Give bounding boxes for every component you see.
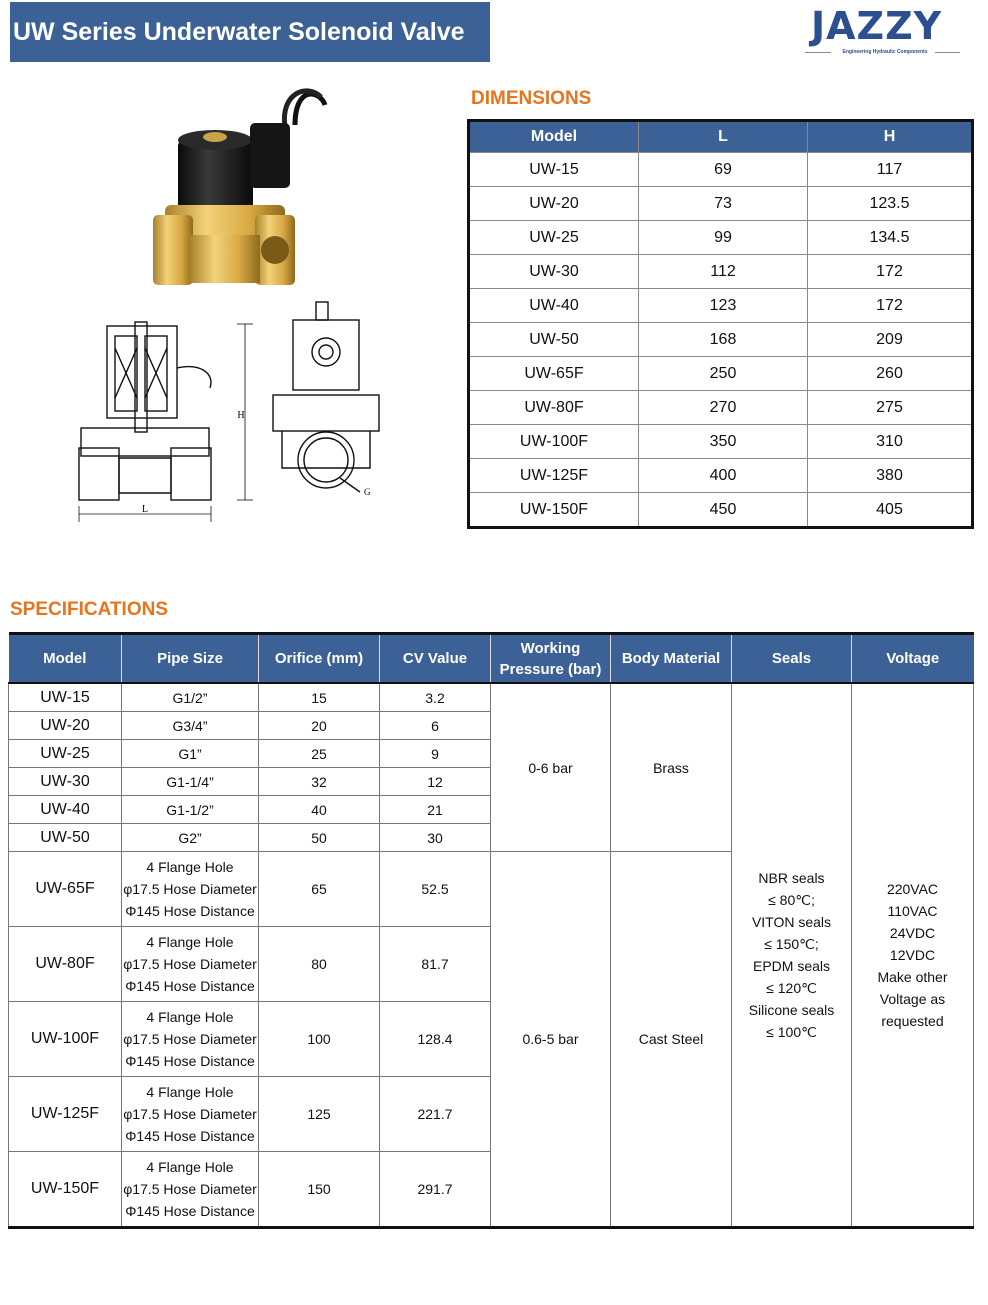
cell-model: UW-80F [9,927,122,1002]
spec-col-voltage: Voltage [852,634,974,684]
table-row [469,425,973,459]
flange-line: φ17.5 Hose Diameter [123,956,257,972]
voltage-line: requested [881,1013,944,1029]
label-g: G [364,487,371,497]
spec-col-model: Model [9,634,122,684]
cell-cv: 21 [380,796,491,824]
cell-cv: 6 [380,712,491,740]
flange-line: Φ145 Hose Distance [125,1128,255,1144]
table-row [469,153,973,187]
cell-h: 275 [808,391,973,425]
table-row [469,391,973,425]
cell-model: UW-65F [9,852,122,927]
cell-l: 112 [639,255,808,289]
table-row [469,289,973,323]
cell-pipe-size [122,1152,259,1228]
brand-logo [805,6,960,61]
cell-h: 117 [808,153,973,187]
cell-l: 270 [639,391,808,425]
cell-h: 209 [808,323,973,357]
cell-material-small: Brass [611,683,732,852]
spec-col-material: Body Material [611,634,732,684]
cell-pipe-size: G1-1/4” [122,768,259,796]
cell-orifice: 125 [259,1077,380,1152]
cell-pipe-size [122,1077,259,1152]
seal-line: ≤ 80℃; [768,892,815,908]
cell-pipe-size: G1-1/2” [122,796,259,824]
cell-pipe-size [122,852,259,927]
cell-pressure-small: 0-6 bar [491,683,611,852]
seal-line: ≤ 100℃ [766,1024,817,1040]
cell-orifice: 20 [259,712,380,740]
table-row [469,493,973,528]
specifications-table [8,632,974,1229]
spec-col-orifice: Orifice (mm) [259,634,380,684]
cell-cv: 128.4 [380,1002,491,1077]
cell-l: 99 [639,221,808,255]
voltage-line: Make other [877,969,948,985]
cell-h: 380 [808,459,973,493]
voltage-line: 12VDC [889,947,936,963]
brand-tagline: Engineering Hydraulic Components [842,49,928,55]
cell-orifice: 150 [259,1152,380,1228]
flange-line: 4 Flange Hole [146,934,234,950]
page-title: UW Series Underwater Solenoid Valve [10,2,490,62]
voltage-line: 110VAC [887,903,938,919]
cell-orifice: 32 [259,768,380,796]
cell-orifice: 80 [259,927,380,1002]
cell-l: 450 [639,493,808,528]
cell-pipe-size: G1” [122,740,259,768]
flange-line: φ17.5 Hose Diameter [123,1181,257,1197]
cell-l: 168 [639,323,808,357]
cell-model: UW-30 [469,255,639,289]
logo-divider-right [935,52,960,53]
flange-line: 4 Flange Hole [146,859,234,875]
cell-model: UW-150F [469,493,639,528]
table-row [469,255,973,289]
label-l: L [141,504,149,515]
table-row [9,683,974,712]
cell-model: UW-125F [469,459,639,493]
cell-h: 310 [808,425,973,459]
voltage-line: Voltage as [879,991,946,1007]
spec-col-pressure: Working Pressure (bar) [491,634,611,684]
dimensions-col-model: Model [469,121,639,153]
seal-line: VITON seals [751,914,832,930]
cell-pipe-size: G1/2” [122,683,259,712]
valve-photo [145,85,335,295]
cell-orifice: 50 [259,824,380,852]
table-row [469,323,973,357]
cell-model: UW-80F [469,391,639,425]
cell-model: UW-150F [9,1152,122,1228]
label-h: H [237,410,245,421]
spec-col-pipe-size: Pipe Size [122,634,259,684]
flange-line: Φ145 Hose Distance [125,903,255,919]
table-row [469,459,973,493]
cell-orifice: 25 [259,740,380,768]
cell-cv: 52.5 [380,852,491,927]
cell-h: 260 [808,357,973,391]
cell-voltage [852,683,974,1228]
cell-model: UW-20 [469,187,639,221]
cell-cv: 3.2 [380,683,491,712]
cell-model: UW-15 [9,683,122,712]
flange-line: Φ145 Hose Distance [125,1053,255,1069]
flange-line: Φ145 Hose Distance [125,978,255,994]
cell-h: 172 [808,255,973,289]
cell-l: 400 [639,459,808,493]
cell-model: UW-50 [469,323,639,357]
spec-col-seals: Seals [732,634,852,684]
cell-cv: 81.7 [380,927,491,1002]
cell-cv: 221.7 [380,1077,491,1152]
flange-line: φ17.5 Hose Diameter [123,1106,257,1122]
logo-divider-left [805,52,831,53]
seal-line: EPDM seals [752,958,831,974]
flange-line: 4 Flange Hole [146,1084,234,1100]
flange-line: 4 Flange Hole [146,1009,234,1025]
cell-orifice: 100 [259,1002,380,1077]
flange-line: φ17.5 Hose Diameter [123,1031,257,1047]
cell-orifice: 15 [259,683,380,712]
cell-model: UW-25 [9,740,122,768]
cell-model: UW-125F [9,1077,122,1152]
cell-material-large: Cast Steel [611,852,732,1228]
seal-line: ≤ 150℃; [764,936,819,952]
cell-l: 123 [639,289,808,323]
cell-pipe-size: G2” [122,824,259,852]
cell-model: UW-30 [9,768,122,796]
cell-model: UW-15 [469,153,639,187]
cell-cv: 12 [380,768,491,796]
cell-model: UW-40 [469,289,639,323]
specifications-header-row [9,634,974,684]
spec-col-cv: CV Value [380,634,491,684]
flange-line: 4 Flange Hole [146,1159,234,1175]
cell-pipe-size [122,927,259,1002]
table-row [469,357,973,391]
seal-line: NBR seals [758,870,825,886]
cell-pipe-size: G3/4” [122,712,259,740]
dimensions-col-l: L [639,121,808,153]
cell-h: 172 [808,289,973,323]
cell-model: UW-50 [9,824,122,852]
cell-cv: 9 [380,740,491,768]
cell-pressure-large: 0.6-5 bar [491,852,611,1228]
cell-h: 134.5 [808,221,973,255]
cell-model: UW-100F [469,425,639,459]
cell-model: UW-65F [469,357,639,391]
cell-l: 69 [639,153,808,187]
cell-model: UW-40 [9,796,122,824]
cell-model: UW-20 [9,712,122,740]
specifications-title: SPECIFICATIONS [10,599,168,620]
dimensions-table [467,119,974,529]
seal-line: ≤ 120℃ [766,980,817,996]
cell-h: 405 [808,493,973,528]
flange-line: φ17.5 Hose Diameter [123,881,257,897]
cell-model: UW-25 [469,221,639,255]
valve-front-drawing [268,300,388,500]
table-row [469,187,973,221]
valve-section-drawing [75,318,255,523]
cell-l: 350 [639,425,808,459]
cell-l: 250 [639,357,808,391]
brand-name: JAZZY [811,4,943,48]
cell-model: UW-100F [9,1002,122,1077]
cell-cv: 291.7 [380,1152,491,1228]
cell-h: 123.5 [808,187,973,221]
dimensions-title: DIMENSIONS [471,88,592,109]
cell-l: 73 [639,187,808,221]
cell-cv: 30 [380,824,491,852]
dimensions-col-h: H [808,121,973,153]
cell-orifice: 65 [259,852,380,927]
voltage-line: 24VDC [889,925,936,941]
dimensions-header-row [469,121,973,153]
flange-line: Φ145 Hose Distance [125,1203,255,1219]
voltage-line: 220VAC [886,881,939,897]
cell-orifice: 40 [259,796,380,824]
seal-line: Silicone seals [748,1002,835,1018]
table-row [469,221,973,255]
cell-pipe-size [122,1002,259,1077]
cell-seals [732,683,852,1228]
